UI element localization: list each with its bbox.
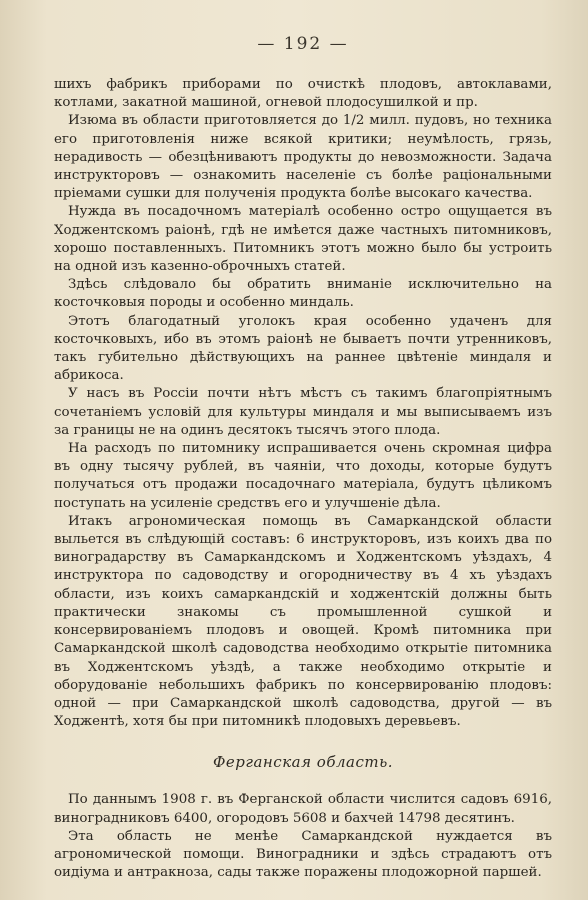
paragraph: У насъ въ Россіи почти нѣтъ мѣстъ съ такимъ благопріятнымъ сочетаніемъ условій для культуры миндаля и мы выписываемъ изъ за границы не на одинъ десятокъ тысячъ этого плода. (54, 386, 552, 438)
text-block-bottom (54, 791, 552, 882)
page-number: — 192 — (257, 34, 349, 54)
paragraph: Этотъ благодатный уголокъ края особенно удаченъ для косточковыхъ, ибо въ этомъ раіонѣ не бываетъ почти утренниковъ, такъ губительно дѣйствующихъ на раннее цвѣтеніе миндаля и абрикоса. (54, 313, 552, 384)
section-heading: Ферганская область. (212, 753, 394, 772)
paragraph: Итакъ агрономическая помощь въ Самаркандской области выльется въ слѣдующій составъ: 6 инструкторовъ, изъ коихъ два по виноградарству въ Самаркандскомъ и Ходжентскомъ уѣздахъ, 4 инструктора по садоводству и огородничеству въ 4 хъ уѣздахъ области, изъ коихъ самаркандскій и ходжентскій должны быть практически знакомы съ промышленной сушкой и консервированіемъ плодовъ и овощей. Кромѣ питомника при Самаркандской школѣ садоводства необходимо открытіе питомника въ Ходжентскомъ уѣздѣ, а также необходимо открытіе и оборудованіе небольшихъ фабрикъ по консервированію плодовъ: одной — при Самаркандской школѣ садоводства, другой — въ Ходжентѣ, хотя бы при питомникѣ плодовыхъ деревьевъ. (54, 513, 552, 730)
paragraph: По даннымъ 1908 г. въ Ферганской области числится садовъ 6916, виноградниковъ 6400, огородовъ 5608 и бахчей 14798 десятинъ. (54, 792, 552, 826)
paragraph: шихъ фабрикъ приборами по очисткѣ плодовъ, автоклавами, котлами, закатной машиной, огневой плодосушилкой и пр. (54, 77, 552, 111)
text-block-top (54, 76, 552, 731)
paragraph: Нужда въ посадочномъ матеріалѣ особенно остро ощущается въ Ходжентскомъ раіонѣ, гдѣ не имѣется даже частныхъ питомниковъ, хорошо поставленныхъ. Питомникъ этотъ можно было бы устроить на одной изъ казенно-оброчныхъ статей. (54, 204, 552, 275)
paragraph: На расходъ по питомнику испрашивается очень скромная цифра въ одну тысячу рублей, въ чаяніи, что доходы, которые будутъ получаться отъ продажи посадочнаго матеріала, будутъ цѣликомъ поступать на усиленіе средствъ его и улучшеніе дѣла. (54, 441, 552, 511)
paragraph: Изюма въ области приготовляется до 1/2 милл. пудовъ, но техника его приготовленія ниже всякой критики; неумѣлость, грязь, нерадивость — обезцѣниваютъ продукты до невозможности. Задача инструкторовъ — ознакомить населеніе съ болѣе раціональными пріемами сушки для полученія продукта болѣе высокаго качества. (54, 113, 552, 202)
paragraph: Здѣсь слѣдовало бы обратить вниманіе исключительно на косточковыя породы и особенно миндаль. (54, 277, 552, 311)
paragraph: Эта область не менѣе Самаркандской нуждается въ агрономической помощи. Виноградники и здѣсь страдаютъ отъ оидіума и антракноза, сады также поражены плодожорной паршей. (54, 828, 552, 881)
